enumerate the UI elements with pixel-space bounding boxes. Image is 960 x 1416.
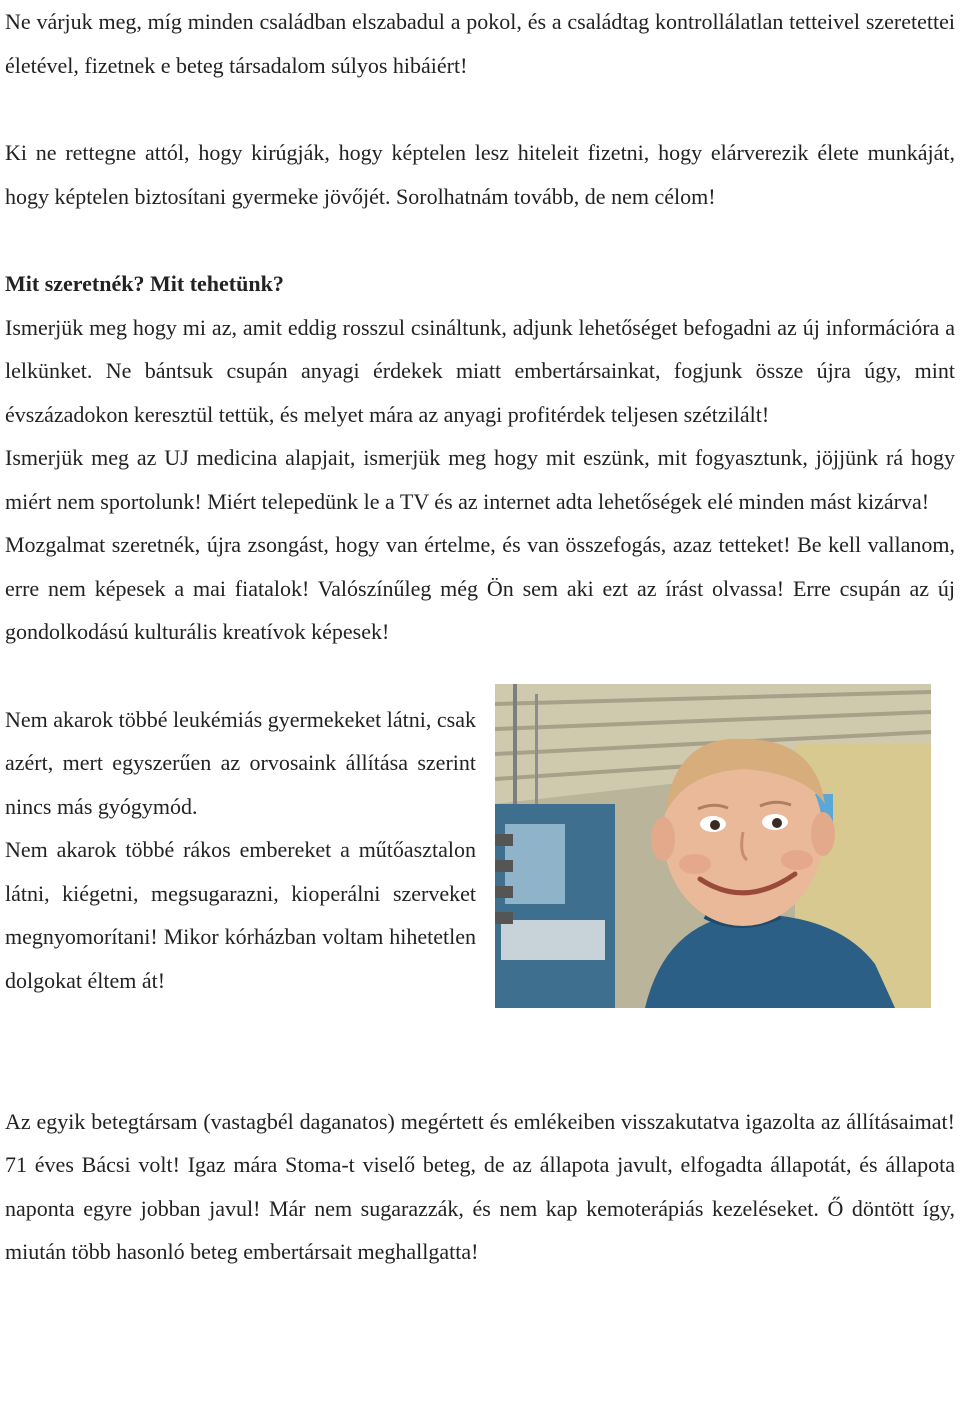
paragraph-cancer: Nem akarok többé rákos embereket a műtőasztalon látni, kiégetni, megsugarazni, kioperálni szerveket megnyomorítani! Mikor kórházban voltam hihetetlen dolgokat éltem át!	[5, 837, 476, 993]
paragraph-wish-3: Mozgalmat szeretnék, újra zsongást, hogy van értelme, és van összefogás, azaz tetteket! Be kell vallanom, erre nem képesek a mai fiatalok! Valószínűleg még Ön sem aki ezt az írást olvassa! Erre csupán az új gondolkodású kulturális kreatívok képesek!	[5, 532, 955, 644]
text-with-photo-section	[5, 698, 955, 1078]
section-heading: Mit szeretnék? Mit tehetünk?	[5, 271, 284, 296]
paragraph-wish-2: Ismerjük meg az UJ medicina alapjait, ismerjük meg hogy mit eszünk, mit fogyasztunk, jöjjünk rá hogy miért nem sportolunk! Miért telepedünk le a TV és az internet adta lehetőségek elé minden mást kizárva!	[5, 445, 955, 514]
child-hospital-photo	[495, 684, 931, 1008]
paragraph-leukemia: Nem akarok többé leukémiás gyermekeket látni, csak azért, mert egyszerűen az orvosaink állítása szerint nincs más gyógymód.	[5, 706, 476, 819]
document-page	[5, 0, 955, 1274]
photo-side-text	[5, 698, 476, 1003]
paragraph-wish-1: Ismerjük meg hogy mi az, amit eddig rosszul csináltunk, adjunk lehetőséget befogadni az új információra a lelkünket. Ne bántsuk csupán anyagi érdekek miatt embertársainkat, fogjunk össze újra úgy, mint évszázadokon keresztül tettük, és melyet mára az anyagi profitérdek teljesen szétzilált!	[5, 314, 955, 427]
paragraph-intro-1: Ne várjuk meg, míg minden családban elszabadul a pokol, és a családtag kontrollálatlan tetteivel szeretettei életével, fizetnek e beteg társadalom súlyos hibáiért!	[5, 9, 955, 78]
paragraph-intro-2: Ki ne rettegne attól, hogy kirúgják, hogy képtelen lesz hiteleit fizetni, hogy elárverezik élete munkáját, hogy képtelen biztosítani gyermeke jövőjét. Sorolhatnám tovább, de nem célom!	[5, 140, 955, 209]
paragraph-final: Az egyik betegtársam (vastagbél daganatos) megértett és emlékeiben visszakutatva igazolta az állításaimat! 71 éves Bácsi volt! Igaz mára Stoma-t viselő beteg, de az állapota javult, elfogadta állapotát, és állapota naponta egyre jobban javul! Már nem sugarazzák, és nem kap kemoterápiás kezeléseket. Ő döntött így, miután több hasonló beteg embertársait meghallgatta!	[5, 1108, 955, 1264]
photo-illustration	[495, 684, 931, 1008]
